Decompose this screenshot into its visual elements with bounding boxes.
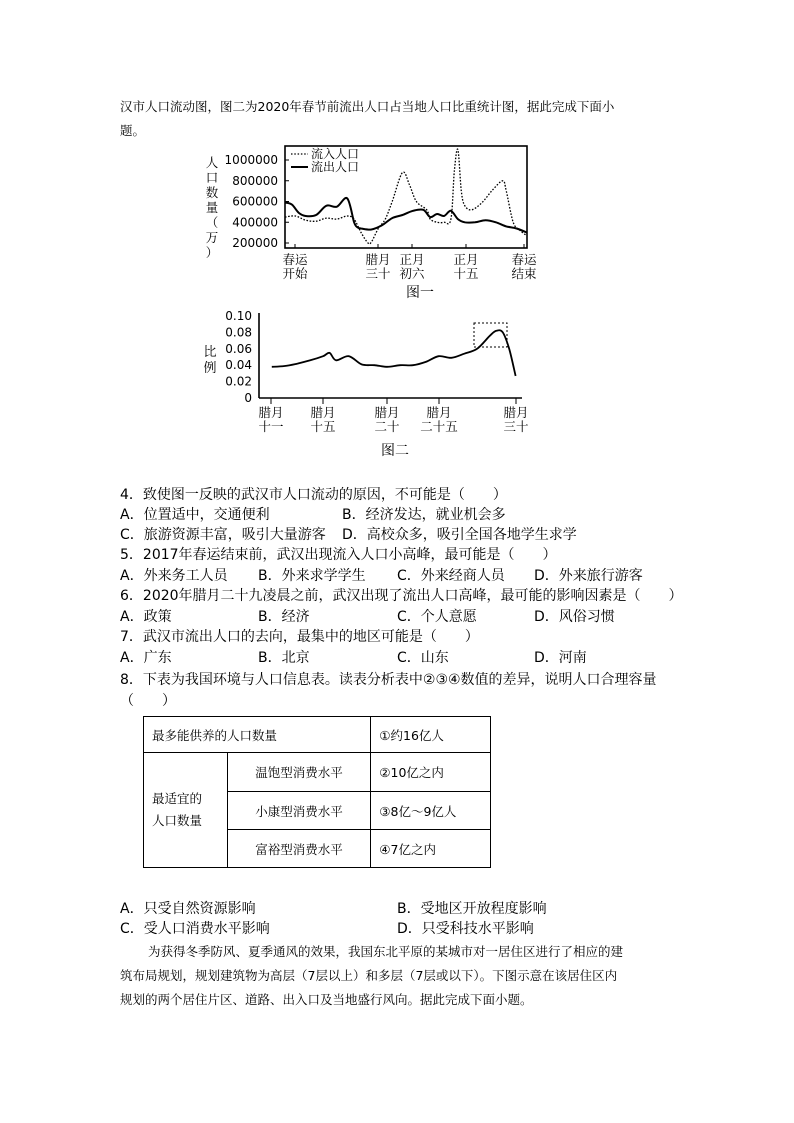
question-5-stem: 5．2017年春运结束前，武汉出现流入人口小高峰，最可能是（ ） (120, 547, 557, 563)
figure-2-series (272, 330, 516, 376)
table-row (144, 753, 491, 792)
y-tick-label: 1000000 (224, 153, 278, 167)
q7-option-b[interactable]: B．北京 (258, 650, 310, 666)
q8-option-b[interactable]: B．受地区开放程度影响 (397, 901, 547, 917)
question-8-stem-paren: （ ） (120, 693, 176, 709)
y-tick-label: 0.02 (225, 374, 252, 389)
q8-option-d[interactable]: D．只受科技水平影响 (397, 921, 534, 937)
y-tick-label: 0.06 (225, 341, 252, 356)
y-tick-label: 800000 (232, 173, 278, 188)
figure-1-ylabel (206, 155, 219, 260)
table-cell-max-population-value: ①约16亿人 (371, 717, 491, 753)
table-cell-population-value: ③8亿～9亿人 (371, 792, 491, 830)
x-tick-label: 腊月 (426, 405, 452, 420)
intro-text (120, 95, 680, 143)
ylabel-char: 例 (203, 361, 217, 376)
x-tick-label: 十五 (453, 266, 479, 281)
y-tick-label: 200000 (232, 236, 278, 250)
y-tick-label: 0 (244, 391, 252, 405)
ylabel-char: 数 (205, 185, 219, 200)
ylabel-char: 口 (205, 170, 219, 185)
passage-text (120, 940, 690, 1012)
x-tick-label: 春运 (511, 252, 537, 267)
q5-option-a[interactable]: A．外来务工人员 (120, 568, 228, 584)
x-tick-label: 二十 (374, 419, 400, 434)
table-cell-consumption-level: 小康型消费水平 (227, 792, 371, 830)
figure-1-chart (190, 140, 560, 300)
q6-option-c[interactable]: C．个人意愿 (397, 609, 477, 625)
x-tick-label: 腊月 (503, 405, 529, 420)
q8-option-c[interactable]: C．受人口消费水平影响 (120, 921, 270, 937)
figure-2-yticks (225, 309, 252, 405)
table-cell-population-value: ②10亿之内 (371, 753, 491, 792)
q5-option-c[interactable]: C．外来经商人员 (397, 568, 505, 584)
figure-1-legend (291, 146, 359, 174)
ylabel-char: 人 (205, 155, 219, 170)
ylabel-char: 量 (205, 200, 219, 215)
question-7-stem: 7．武汉市流出人口的去向，最集中的地区可能是（ ） (120, 629, 479, 645)
q4-option-b[interactable]: B．经济发达，就业机会多 (342, 507, 506, 523)
x-tick-label: 结束 (511, 266, 537, 281)
legend-label-outflow: 流出人口 (311, 160, 360, 174)
ylabel-char: 万 (205, 230, 219, 245)
figure-2-xlabels (258, 405, 528, 434)
x-tick-label: 三十 (365, 266, 391, 281)
question-8-stem: 8．下表为我国环境与人口信息表。读表分析表中②③④数值的差异，说明人口合理容量 (120, 672, 657, 688)
passage-line-1: 为获得冬季防风、夏季通风的效果，我国东北平原的某城市对一居住区进行了相应的建 (148, 944, 624, 959)
question-4-stem: 4．致使图一反映的武汉市人口流动的原因，不可能是（ ） (120, 487, 507, 503)
q4-option-d[interactable]: D．高校众多，吸引全国各地学生求学 (342, 527, 577, 543)
x-tick-label: 正月 (453, 252, 479, 267)
table-cell-consumption-level: 温饱型消费水平 (227, 753, 371, 792)
q6-option-b[interactable]: B．经济 (258, 609, 310, 625)
table-cell-consumption-level: 富裕型消费水平 (227, 830, 371, 868)
q6-option-a[interactable]: A．政策 (120, 609, 172, 625)
figure-2-caption: 图二 (381, 443, 409, 459)
x-tick-label: 正月 (399, 252, 425, 267)
table-cell-optimal-population-label (144, 753, 228, 868)
y-tick-label: 0.08 (225, 325, 252, 340)
question-6-stem: 6．2020年腊月二十九凌晨之前，武汉出现了流出人口高峰，最可能的影响因素是（ ） (120, 588, 683, 604)
figure-1-yticks (225, 153, 289, 250)
q7-option-a[interactable]: A．广东 (120, 650, 172, 666)
q7-option-c[interactable]: C．山东 (397, 650, 449, 666)
x-tick-label: 开始 (282, 266, 308, 281)
y-tick-label: 400000 (232, 215, 278, 230)
passage-line-2: 筑布局规划，规划建筑物为高层（7层以上）和多层（7层或以下）。下图示意在该居住区内 (120, 968, 618, 983)
y-tick-label: 600000 (232, 194, 278, 209)
intro-line-1: 汉市人口流动图，图二为2020年春节前流出人口占当地人口比重统计图，据此完成下面小 (120, 99, 615, 114)
optimal-label-line-1: 最适宜的 (152, 791, 203, 806)
table-cell-population-value: ④7亿之内 (371, 830, 491, 868)
x-tick-label: 三十 (503, 419, 529, 434)
x-tick-label: 腊月 (258, 405, 284, 420)
intro-line-2: 题。 (120, 123, 146, 138)
x-tick-label: 腊月 (374, 405, 400, 420)
q7-option-d[interactable]: D．河南 (534, 650, 587, 666)
population-info-table (143, 716, 491, 868)
ylabel-char: （ (205, 215, 219, 230)
x-tick-label: 二十五 (420, 419, 458, 434)
x-tick-label: 十一 (258, 419, 284, 434)
passage-line-3: 规划的两个居住片区、道路、出入口及当地盛行风向。据此完成下面小题。 (120, 992, 533, 1007)
figure-2-xticks (271, 398, 516, 404)
q8-option-a[interactable]: A．只受自然资源影响 (120, 901, 256, 917)
q6-option-d[interactable]: D．风俗习惯 (534, 609, 615, 625)
figure-1-caption: 图一 (406, 285, 434, 300)
x-tick-label: 春运 (282, 252, 308, 267)
q4-option-c[interactable]: C．旅游资源丰富，吸引大量游客 (120, 527, 326, 543)
ylabel-char: 比 (203, 345, 217, 360)
table-row (144, 717, 491, 753)
series-line-outflow-ratio (272, 330, 516, 376)
series-line-outflow (285, 198, 527, 233)
x-tick-label: 腊月 (310, 405, 336, 420)
figure-2-ylabel (203, 345, 216, 376)
y-tick-label: 0.04 (225, 358, 252, 373)
y-tick-label: 0.10 (225, 309, 252, 323)
figure-1-xlabels (282, 252, 537, 281)
table-cell-max-population-label: 最多能供养的人口数量 (144, 717, 371, 753)
figure-2-chart (190, 305, 560, 465)
q5-option-d[interactable]: D．外来旅行游客 (534, 568, 643, 584)
q4-option-a[interactable]: A．位置适中，交通便利 (120, 507, 270, 523)
q5-option-b[interactable]: B．外来求学学生 (258, 568, 366, 584)
x-tick-label: 十五 (310, 419, 336, 434)
x-tick-label: 腊月 (365, 252, 391, 267)
ylabel-char: ） (205, 245, 219, 260)
optimal-label-line-2: 人口数量 (152, 813, 203, 828)
x-tick-label: 初六 (399, 266, 425, 281)
legend-label-inflow: 流入人口 (311, 147, 360, 161)
